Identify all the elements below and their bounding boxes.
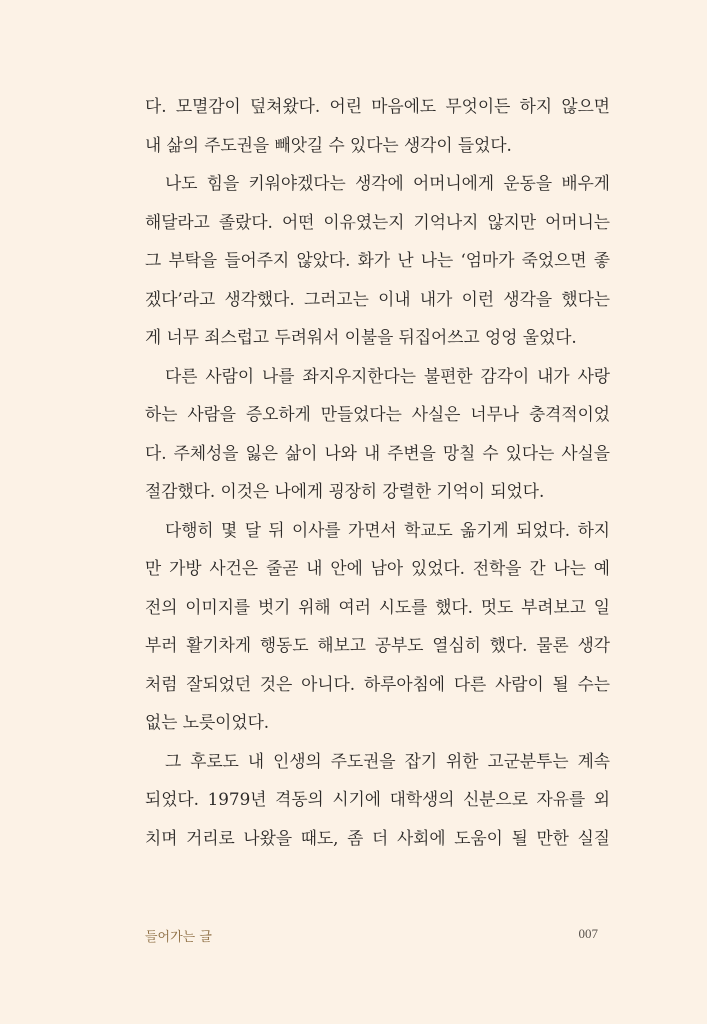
text-line: 해달라고 졸랐다. 어떤 이유였는지 기억나지 않지만 어머니는 (145, 211, 610, 232)
text-line: 그 부탁을 들어주지 않았다. 화가 난 나는 ‘엄마가 죽었으면 좋 (145, 250, 610, 270)
text-line: 없는 노릇이었다. (145, 712, 270, 732)
body-text (145, 87, 610, 857)
text-line: 다행히 몇 달 뒤 이사를 가면서 학교도 옮기게 되었다. 하지 (165, 519, 610, 540)
text-line: 치며 거리로 나왔을 때도, 좀 더 사회에 도움이 될 만한 실질 (145, 827, 610, 848)
text-line: 전의 이미지를 벗기 위해 여러 시도를 했다. 멋도 부려보고 일 (145, 596, 610, 617)
text-line: 부러 활기차게 행동도 해보고 공부도 열심히 했다. 물론 생각 (145, 635, 610, 655)
text-line: 겠다’라고 생각했다. 그러고는 이내 내가 이런 생각을 했다는 (145, 288, 610, 309)
text-line: 처럼 잘되었던 것은 아니다. 하루아침에 다른 사람이 될 수는 (145, 673, 610, 694)
text-line: 나도 힘을 키워야겠다는 생각에 어머니에게 운동을 배우게 (165, 173, 610, 193)
text-line: 게 너무 죄스럽고 두려워서 이불을 뒤집어쓰고 엉엉 울었다. (145, 327, 577, 347)
text-line: 절감했다. 이것은 나에게 굉장히 강렬한 기억이 되었다. (145, 481, 545, 501)
text-line: 되었다. 1979년 격동의 시기에 대학생의 신분으로 자유를 외 (145, 789, 610, 809)
text-line: 내 삶의 주도권을 빼앗길 수 있다는 생각이 들었다. (145, 134, 512, 155)
running-footer-section-title: 들어가는 글 (145, 930, 212, 945)
text-line: 만 가방 사건은 줄곧 내 안에 남아 있었다. 전학을 간 나는 예 (145, 558, 610, 578)
text-line: 다른 사람이 나를 좌지우지한다는 불편한 감각이 내가 사랑 (165, 365, 610, 386)
text-line: 하는 사람을 증오하게 만들었다는 사실은 너무나 충격적이었 (145, 404, 610, 424)
text-line: 다. 모멸감이 덮쳐왔다. 어린 마음에도 무엇이든 하지 않으면 (145, 96, 610, 116)
page-number: 007 (578, 926, 598, 941)
text-line: 그 후로도 내 인생의 주도권을 잡기 위한 고군분투는 계속 (165, 750, 610, 771)
text-line: 다. 주체성을 잃은 삶이 나와 내 주변을 망칠 수 있다는 사실을 (145, 442, 610, 463)
